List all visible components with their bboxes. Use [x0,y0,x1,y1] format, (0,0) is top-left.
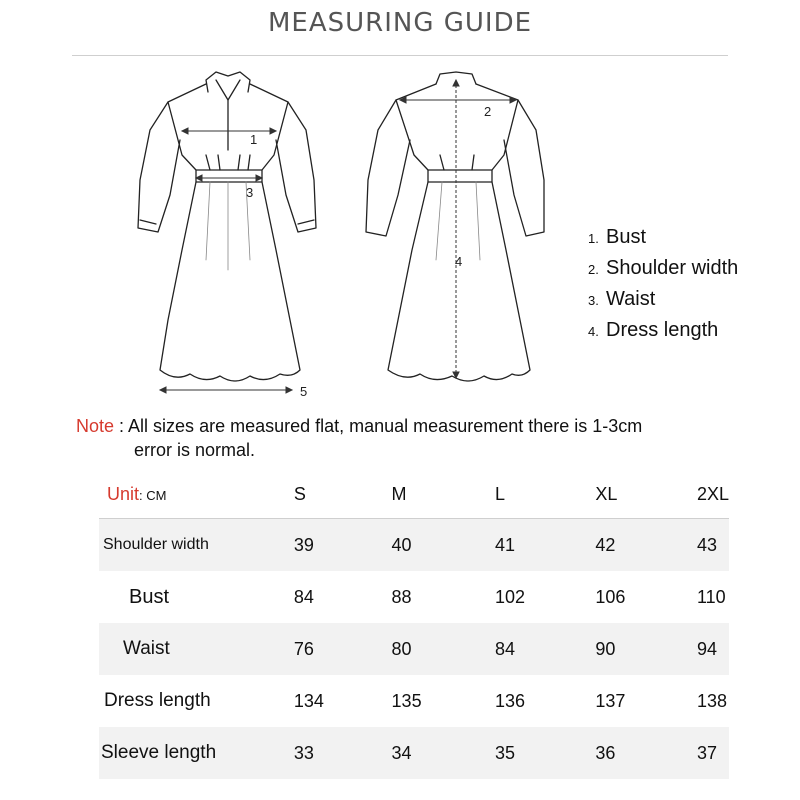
size-header: L [491,470,593,519]
table-cell: 102 [494,586,525,607]
note-label: Note [76,416,115,436]
legend-item: 2. Shoulder width [588,257,739,279]
table-cell: 80 [389,623,491,675]
table-cell: 84 [293,586,314,607]
table-cell: 34 [389,727,491,779]
table-cell: 36 [593,727,693,779]
note-separator: : [114,416,129,436]
size-header: XL [593,470,693,519]
table-cell: 39 [288,519,389,572]
legend-item: 1. Bust [588,226,647,248]
diagram-label-3: 3 [246,185,254,200]
table-cell: 135 [391,690,422,711]
diagram-label-5: 5 [300,384,308,399]
table-cell: 137 [595,690,626,711]
legend-item: 4. Dress length [588,319,719,341]
table-cell: 138 [696,690,728,711]
table-header-row [99,470,729,519]
measurement-legend [588,226,738,350]
measurement-note [76,414,756,462]
row-label: Shoulder width [99,519,288,572]
note-text-line2: error is normal. [134,440,256,460]
table-cell: 94 [693,623,729,675]
diagram-label-2: 2 [484,104,492,119]
legend-item: 3. Waist [588,288,656,310]
table-cell: 84 [491,623,593,675]
diagram-label-4: 4 [455,254,463,269]
table-row [99,675,729,727]
unit-header: Unit: CM [99,470,288,519]
table-cell: 37 [693,727,729,779]
table-cell: 88 [391,586,412,607]
row-label: Dress length [104,690,211,711]
table-row [99,623,729,675]
row-label: Waist [99,623,288,675]
size-chart-table [99,470,729,779]
table-cell: 136 [494,690,525,711]
size-header: 2XL [693,470,729,519]
table-cell: 90 [593,623,693,675]
dress-back-sketch [366,72,544,381]
table-cell: 35 [491,727,593,779]
title-divider [72,55,728,56]
table-cell: 40 [389,519,491,572]
size-header: M [389,470,491,519]
table-cell: 33 [288,727,389,779]
table-row [99,571,729,623]
size-header: S [288,470,389,519]
table-cell: 110 [696,586,726,607]
table-cell: 134 [293,690,324,711]
table-cell: 43 [693,519,729,572]
page-title: MEASURING GUIDE [267,8,533,38]
table-row [99,727,729,779]
table-row [99,519,729,572]
row-label: Sleeve length [99,727,288,779]
table-cell: 106 [595,586,626,607]
dress-front-sketch [138,72,316,381]
table-cell: 42 [593,519,693,572]
diagram-label-1: 1 [250,132,258,147]
table-cell: 76 [288,623,389,675]
note-text-line1: All sizes are measured flat, manual measurement there is 1-3cm [128,416,643,436]
table-cell: 41 [491,519,593,572]
row-label: Bust [129,585,170,608]
